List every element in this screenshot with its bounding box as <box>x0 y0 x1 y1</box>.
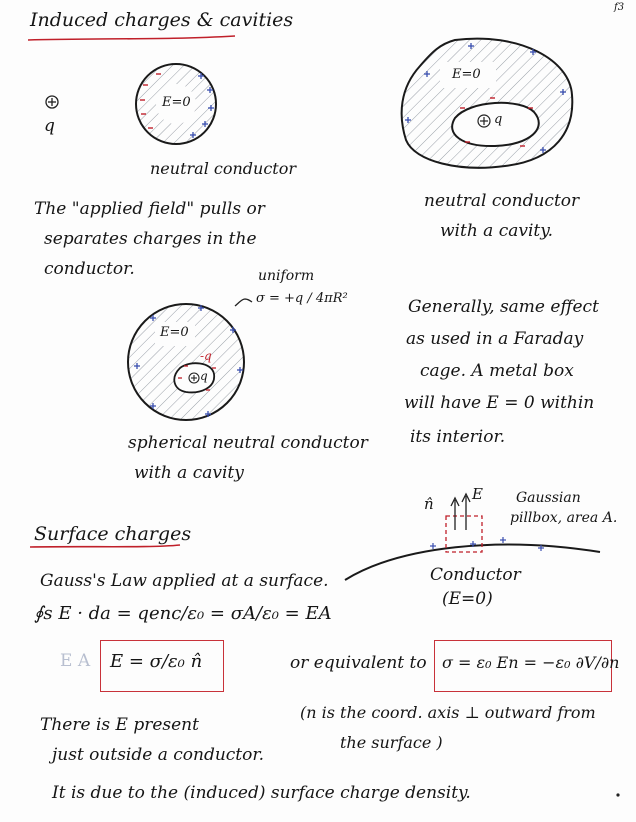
diagram-3-minus-q: -q <box>200 349 212 363</box>
boxed-equation-right-text: σ = ε₀ En = −ε₀ ∂V/∂n <box>442 653 620 672</box>
page-number: f3 <box>614 2 625 13</box>
sigma-formula: σ = +q / 4πR² <box>256 291 348 306</box>
boxed-equation-left-text: E = σ/ε₀ n̂ <box>110 651 203 672</box>
faint-ea-label: E A <box>60 651 91 671</box>
heading-1-underline <box>28 36 235 40</box>
faraday-note-3: cage. A metal box <box>420 361 574 381</box>
n-axis-note-1: (n is the coord. axis ⊥ outward from <box>300 703 596 722</box>
diagram-3-charge-label: q <box>200 369 208 383</box>
gauss-equation: ∮s E · da = qenc/ε₀ = σA/ε₀ = EA <box>34 603 332 624</box>
pillbox-label-2: pillbox, area A. <box>510 510 618 526</box>
e-field-label: E <box>472 485 483 503</box>
diagram-1-caption: neutral conductor <box>150 159 297 178</box>
gauss-law-line: Gauss's Law applied at a surface. <box>40 571 329 591</box>
diagram-2-field-label: E=0 <box>452 67 481 82</box>
or-equivalent-label: or equivalent to <box>290 653 427 673</box>
diagram-3-field-label: E=0 <box>160 325 189 340</box>
conductor-field-label: (E=0) <box>442 589 493 609</box>
n-hat-label: n̂ <box>424 495 434 513</box>
pointer-arrow <box>235 299 252 306</box>
applied-field-note-1: The "applied field" pulls or <box>34 199 265 219</box>
diagram-2-caption-2: with a cavity. <box>440 221 553 241</box>
n-axis-note-2: the surface ) <box>340 733 443 752</box>
final-note-3: It is due to the (induced) surface charge density. <box>52 783 471 803</box>
spherical-conductor <box>128 304 244 420</box>
diagram-2-caption-1: neutral conductor <box>424 191 580 211</box>
applied-field-note-3: conductor. <box>44 259 135 279</box>
diagram-2 <box>402 39 573 168</box>
diagram-3-caption-2: with a cavity <box>134 463 244 483</box>
point-charge-label: q <box>44 116 55 136</box>
conductor-label: Conductor <box>430 565 521 585</box>
uniform-label: uniform <box>258 268 315 284</box>
diagram-1-field-label: E=0 <box>162 95 191 110</box>
diagram-3 <box>128 299 252 420</box>
faraday-note-4: will have E = 0 within <box>404 393 595 413</box>
faraday-note-5: its interior. <box>410 427 506 447</box>
final-note-2: just outside a conductor. <box>52 745 265 765</box>
faraday-note-1: Generally, same effect <box>408 297 599 317</box>
diagram-3-caption-1: spherical neutral conductor <box>128 433 368 453</box>
applied-field-note-2: separates charges in the <box>44 229 257 249</box>
heading-2: Surface charges <box>34 523 192 545</box>
diagram-2-charge-label: q <box>494 112 503 127</box>
faraday-note-2: as used in a Faraday <box>406 329 584 349</box>
pillbox-label-1: Gaussian <box>516 490 581 506</box>
heading-1: Induced charges & cavities <box>30 9 294 31</box>
final-note-1: There is E present <box>40 715 199 735</box>
